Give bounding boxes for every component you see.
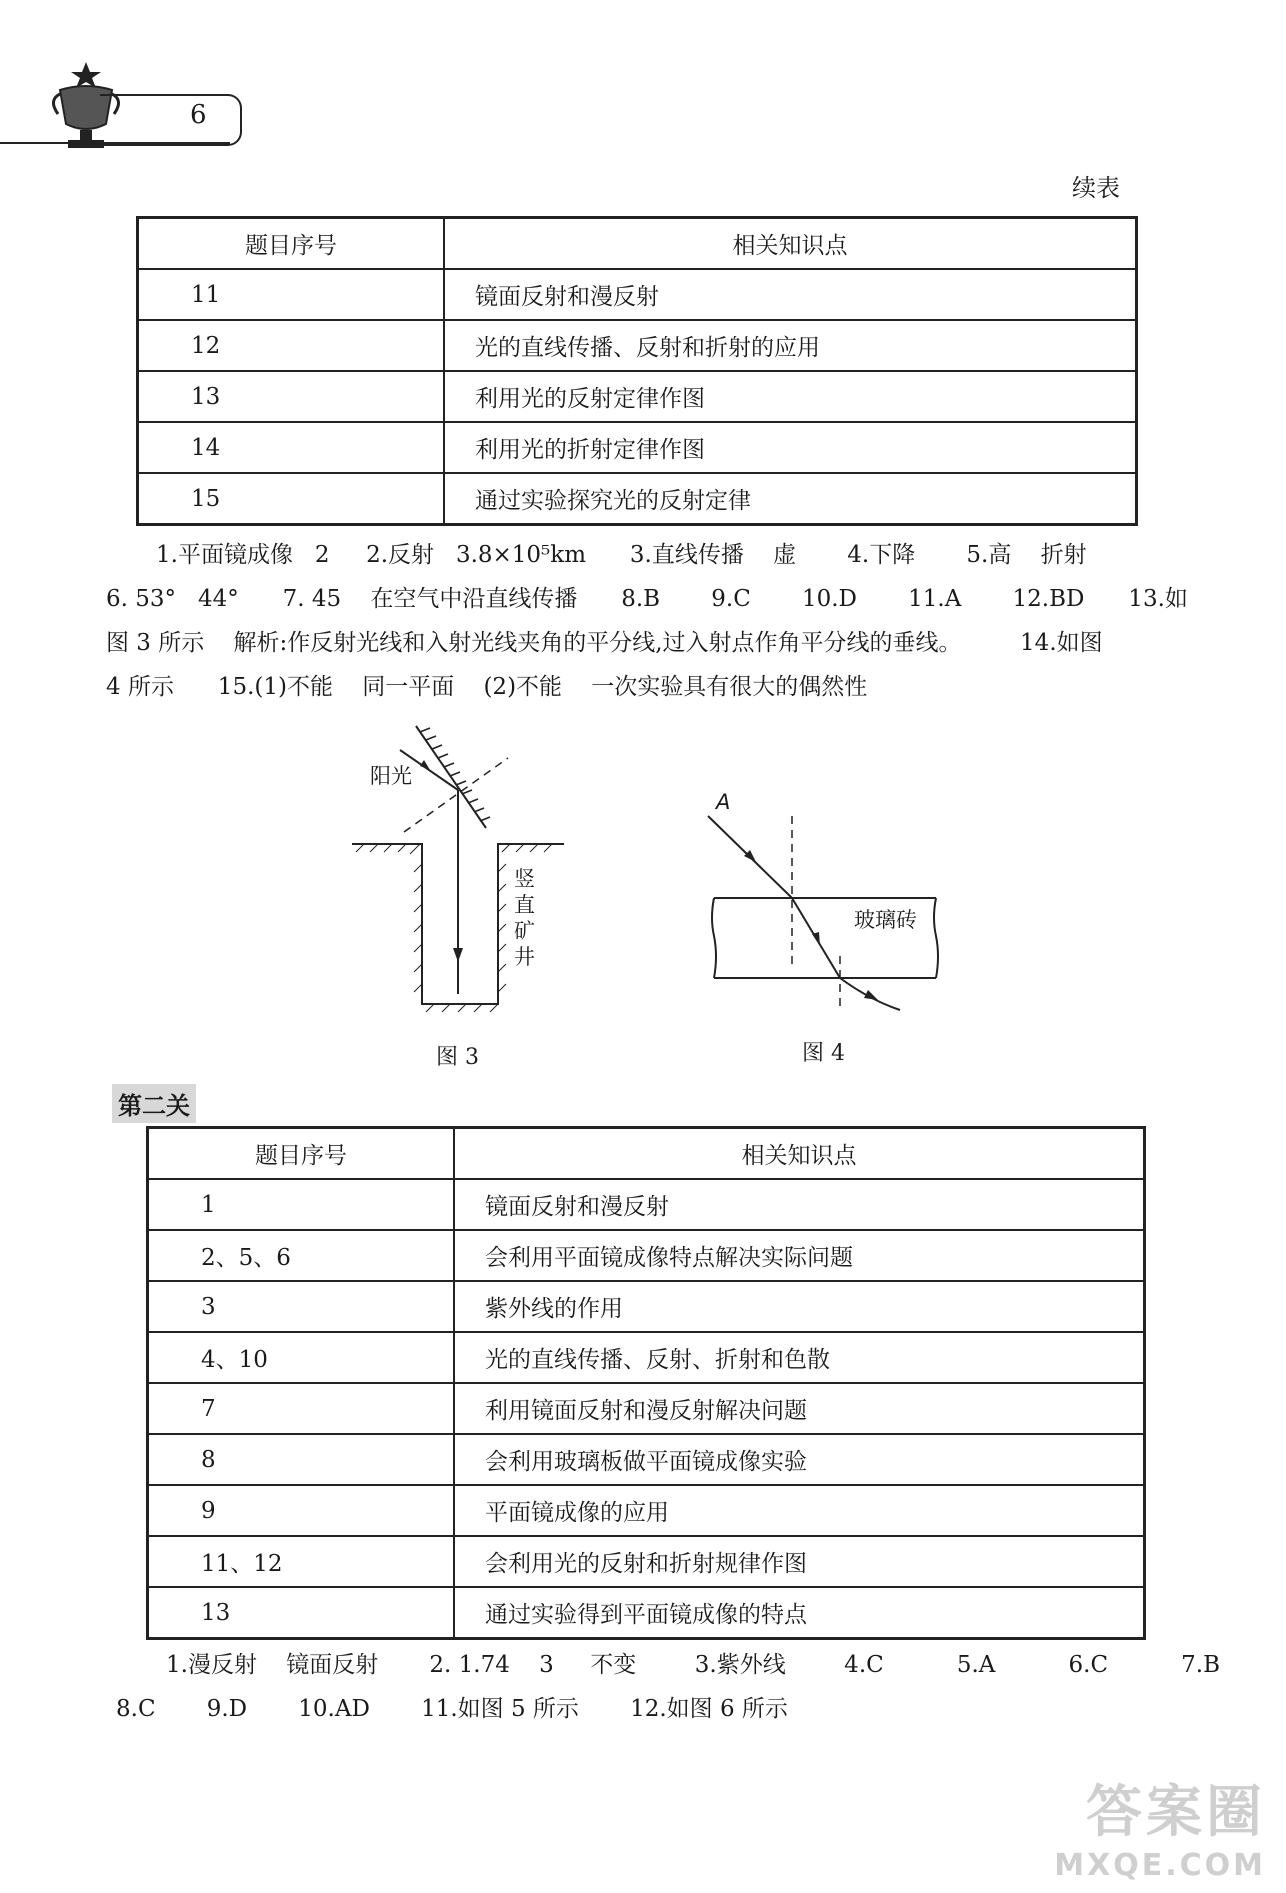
table-row [138,422,1137,473]
page-number-frame [100,94,242,146]
knowledge-point: 镜面反射和漫反射 [444,269,1137,320]
knowledge-point: 光的直线传播、反射、折射和色散 [454,1332,1145,1383]
table-row [148,1434,1145,1485]
knowledge-point: 会利用玻璃板做平面镜成像实验 [454,1434,1145,1485]
figure-3-caption: 图 3 [436,1045,479,1070]
knowledge-point: 紫外线的作用 [454,1281,1145,1332]
knowledge-point: 平面镜成像的应用 [454,1485,1145,1536]
table-header-row [138,218,1137,270]
question-no: 1 [148,1179,455,1230]
knowledge-point: 镜面反射和漫反射 [454,1179,1145,1230]
continued-label: 续表 [1072,174,1120,202]
header-question-no: 题目序号 [138,218,445,270]
table-row [148,1536,1145,1587]
knowledge-point: 通过实验得到平面镜成像的特点 [454,1587,1145,1639]
table-row [138,473,1137,525]
table-row [148,1332,1145,1383]
watermark-logo [1054,1768,1266,1883]
question-no: 12 [138,320,445,371]
figure-3-shaft-label: 竖直矿井 [514,867,535,969]
question-no: 14 [138,422,445,473]
knowledge-point: 利用光的折射定律作图 [444,422,1137,473]
answer-line: 4 所示 15.(1)不能 同一平面 (2)不能 一次实验具有很大的偶然性 [106,674,868,700]
question-no: 15 [138,473,445,525]
table-header-row [148,1128,1145,1180]
knowledge-point: 会利用平面镜成像特点解决实际问题 [454,1230,1145,1281]
knowledge-point: 光的直线传播、反射和折射的应用 [444,320,1137,371]
figure-4-diagram [700,786,950,1016]
answer-line: 图 3 所示 解析:作反射光线和入射光线夹角的平分线,过入射点作角平分线的垂线。 14.如图 [106,630,1103,656]
question-no: 11 [138,269,445,320]
figure-3-sunlight-label: 阳光 [370,764,412,788]
header-knowledge-point: 相关知识点 [454,1128,1145,1180]
answer-line: 1.漫反射 镜面反射 2. 1.74 3 不变 3.紫外线 4.C 5.A 6.C 7.B [166,1652,1221,1678]
knowledge-point: 会利用光的反射和折射规律作图 [454,1536,1145,1587]
knowledge-table-1 [136,216,1138,526]
answer-line: 6. 53° 44° 7. 45 在空气中沿直线传播 8.B 9.C 10.D 11.A 12.BD 13.如 [106,586,1188,612]
header-rule [0,142,230,144]
table-row [148,1383,1145,1434]
question-no: 13 [138,371,445,422]
table-row [148,1230,1145,1281]
knowledge-point: 利用镜面反射和漫反射解决问题 [454,1383,1145,1434]
table-row [148,1281,1145,1332]
watermark-title: 答案圈 [1086,1780,1266,1845]
table-row [138,269,1137,320]
answer-line: 8.C 9.D 10.AD 11.如图 5 所示 12.如图 6 所示 [116,1696,788,1722]
table-row [148,1485,1145,1536]
figure-4-point-a-label: A [716,790,731,814]
question-no: 3 [148,1281,455,1332]
answer-line: 1.平面镜成像 2 2.反射 3.8×10⁵km 3.直线传播 虚 4.下降 5.高 折射 [156,542,1087,568]
knowledge-point: 通过实验探究光的反射定律 [444,473,1137,525]
watermark-url: MXQE.COM [1054,1848,1266,1883]
figure-4-glass-label: 玻璃砖 [854,908,917,932]
question-no: 13 [148,1587,455,1639]
section-title: 第二关 [112,1084,196,1123]
question-no: 2、5、6 [148,1230,455,1281]
table-row [148,1179,1145,1230]
question-no: 9 [148,1485,455,1536]
knowledge-point: 利用光的反射定律作图 [444,371,1137,422]
table-row [138,371,1137,422]
page-number: 6 [190,100,207,130]
question-no: 8 [148,1434,455,1485]
header-question-no: 题目序号 [148,1128,455,1180]
question-no: 11、12 [148,1536,455,1587]
question-no: 4、10 [148,1332,455,1383]
table-row [138,320,1137,371]
figure-4-caption: 图 4 [802,1041,845,1066]
table-row [148,1587,1145,1639]
knowledge-table-2 [146,1126,1146,1640]
header-knowledge-point: 相关知识点 [444,218,1137,270]
question-no: 7 [148,1383,455,1434]
